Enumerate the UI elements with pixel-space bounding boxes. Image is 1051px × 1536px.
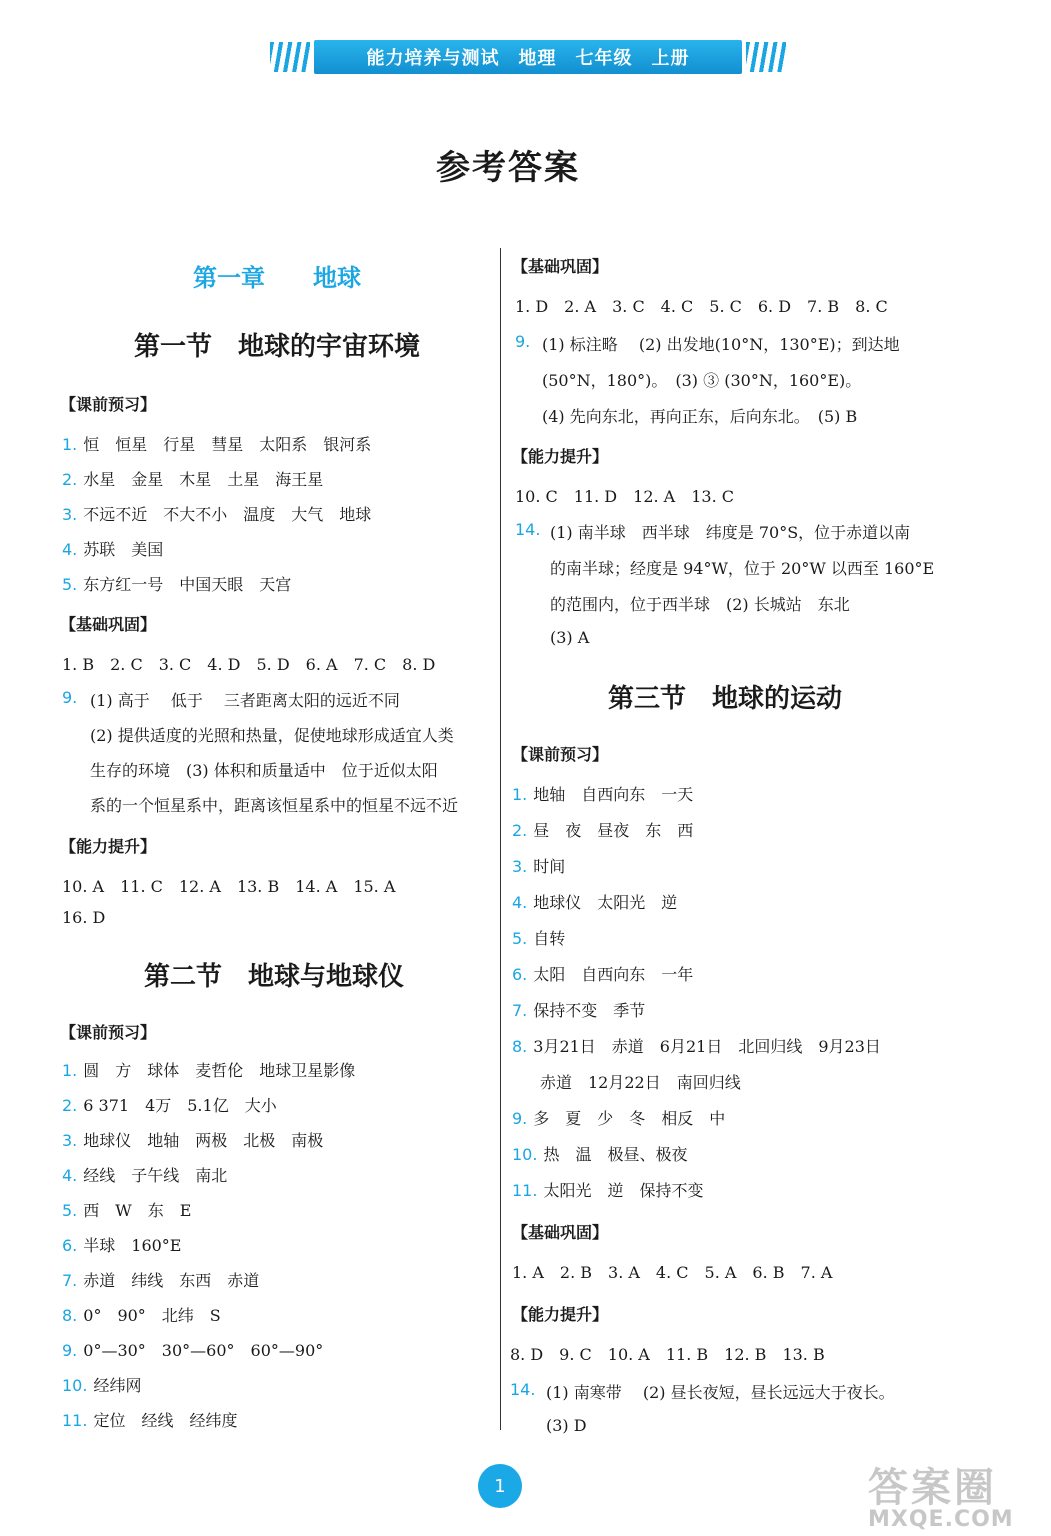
item-text: 地球仪 太阳光 逆 bbox=[533, 893, 678, 912]
item-text: 经线 子午线 南北 bbox=[83, 1166, 228, 1185]
tag-preview: 【课前预习】 bbox=[60, 395, 157, 414]
answer-row: 10. A 11. C 12. A 13. B 14. A 15. A bbox=[62, 877, 396, 896]
chapter-title: 第一章 地球 bbox=[193, 264, 361, 292]
list-item bbox=[62, 1093, 277, 1116]
list-item bbox=[512, 998, 645, 1021]
item-number: 3. bbox=[512, 857, 528, 876]
item-number: 11. bbox=[62, 1411, 88, 1430]
item-text: 热 温 极昼、极夜 bbox=[543, 1145, 688, 1164]
answer-line: 生存的环境 (3) 体积和质量适中 位于近似太阳 bbox=[90, 761, 438, 780]
column-divider bbox=[500, 248, 501, 1430]
list-item bbox=[62, 502, 371, 525]
item-text: 0° 90° 北纬 S bbox=[83, 1306, 221, 1325]
tag-basic: 【基础巩固】 bbox=[60, 615, 157, 634]
list-item bbox=[62, 467, 323, 490]
item-text: 苏联 美国 bbox=[83, 540, 164, 559]
list-item bbox=[62, 1233, 182, 1256]
list-item bbox=[62, 1338, 323, 1361]
list-item bbox=[62, 537, 163, 560]
list-item bbox=[512, 962, 693, 985]
answer-row: 10. C 11. D 12. A 13. C bbox=[515, 487, 734, 506]
answer-line: (3) D bbox=[546, 1416, 587, 1435]
answer-line: (1) 南寒带 (2) 昼长夜短，昼长远远大于夜长。 bbox=[546, 1383, 895, 1402]
item-number: 10. bbox=[62, 1376, 88, 1395]
banner-title: 能力培养与测试 地理 七年级 上册 bbox=[314, 40, 742, 74]
page-title: 参考答案 bbox=[436, 148, 580, 188]
answer-line: 的范围内，位于西半球 (2) 长城站 东北 bbox=[550, 595, 850, 614]
answer-line: (1) 高于 低于 三者距离太阳的远近不同 bbox=[90, 691, 400, 710]
tag-ability: 【能力提升】 bbox=[60, 837, 157, 856]
item-text: 3月21日 赤道 6月21日 北回归线 9月23日 bbox=[533, 1037, 881, 1056]
list-item bbox=[62, 1268, 259, 1291]
item-text: 半球 160°E bbox=[83, 1236, 182, 1255]
item-text: 多 夏 少 冬 相反 中 bbox=[533, 1109, 726, 1128]
list-item bbox=[512, 854, 565, 877]
item-text: 赤道 纬线 东西 赤道 bbox=[83, 1271, 260, 1290]
list-item bbox=[62, 1058, 355, 1081]
item-number: 6. bbox=[62, 1236, 78, 1255]
list-item bbox=[62, 1303, 221, 1326]
watermark-logo bbox=[868, 1456, 1038, 1532]
list-item bbox=[512, 1178, 703, 1201]
page-number: 1 bbox=[478, 1464, 522, 1508]
list-item bbox=[512, 782, 693, 805]
item-number: 2. bbox=[62, 470, 78, 489]
item-number: 5. bbox=[62, 1201, 78, 1220]
item-number: 8. bbox=[512, 1037, 528, 1056]
list-item bbox=[512, 1106, 725, 1129]
list-item bbox=[512, 926, 565, 949]
banner-stripes-left bbox=[270, 42, 310, 72]
item-number: 2. bbox=[62, 1096, 78, 1115]
item-number: 7. bbox=[62, 1271, 78, 1290]
item-number: 3. bbox=[62, 505, 78, 524]
list-item bbox=[512, 1142, 687, 1165]
item-number: 1. bbox=[62, 435, 78, 454]
item-text: 太阳光 逆 保持不变 bbox=[543, 1181, 704, 1200]
section-title-1: 第一节 地球的宇宙环境 bbox=[134, 332, 421, 362]
answer-row: 1. A 2. B 3. A 4. C 5. A 6. B 7. A bbox=[512, 1263, 833, 1282]
answer-line: (1) 标注略 (2) 出发地(10°N，130°E)；到达地 bbox=[542, 335, 900, 354]
answer-line: (2) 提供适度的光照和热量，促使地球形成适宜人类 bbox=[90, 726, 454, 745]
tag-basic: 【基础巩固】 bbox=[512, 1223, 609, 1242]
item-text: 赤道 12月22日 南回归线 bbox=[540, 1073, 741, 1092]
item-text: 经纬网 bbox=[93, 1376, 142, 1395]
item-text: 时间 bbox=[533, 857, 566, 876]
section-title-3: 第三节 地球的运动 bbox=[608, 684, 843, 714]
answer-line: (4) 先向东北，再向正东，后向东北。 (5) B bbox=[542, 407, 858, 426]
answer-line: 的南半球；经度是 94°W，位于 20°W 以西至 160°E bbox=[550, 559, 935, 578]
list-item bbox=[512, 1034, 881, 1057]
item-number: 3. bbox=[62, 1131, 78, 1150]
answer-row: 1. B 2. C 3. C 4. D 5. D 6. A 7. C 8. D bbox=[62, 655, 436, 674]
item-text: 西 W 东 E bbox=[83, 1201, 192, 1220]
item-number: 1. bbox=[512, 785, 528, 804]
item-number: 7. bbox=[512, 1001, 528, 1020]
tag-ability: 【能力提升】 bbox=[512, 447, 609, 466]
list-item bbox=[512, 818, 693, 841]
answer-row: 16. D bbox=[62, 908, 106, 927]
list-item bbox=[62, 1408, 237, 1431]
answer-line: (1) 南半球 西半球 纬度是 70°S，位于赤道以南 bbox=[550, 523, 911, 542]
tag-preview: 【课前预习】 bbox=[60, 1023, 157, 1042]
item-text: 保持不变 季节 bbox=[533, 1001, 646, 1020]
item-text: 地轴 自西向东 一天 bbox=[533, 785, 694, 804]
item-number: 2. bbox=[512, 821, 528, 840]
question-number: 9. bbox=[515, 332, 531, 351]
tag-ability: 【能力提升】 bbox=[512, 1305, 609, 1324]
item-text: 昼 夜 昼夜 东 西 bbox=[533, 821, 694, 840]
header-banner bbox=[270, 38, 786, 76]
item-text: 6 371 4万 5.1亿 大小 bbox=[83, 1096, 277, 1115]
watermark-url: MXQE.COM bbox=[868, 1507, 1014, 1532]
item-number: 1. bbox=[62, 1061, 78, 1080]
tag-basic: 【基础巩固】 bbox=[512, 257, 609, 276]
list-item bbox=[62, 1128, 323, 1151]
answer-line: 系的一个恒星系中，距离该恒星系中的恒星不远不近 bbox=[90, 796, 459, 815]
question-number: 14. bbox=[510, 1380, 536, 1399]
list-item bbox=[62, 432, 371, 455]
item-number: 5. bbox=[512, 929, 528, 948]
list-item bbox=[62, 1198, 191, 1221]
answer-row: 8. D 9. C 10. A 11. B 12. B 13. B bbox=[510, 1345, 825, 1364]
item-text: 定位 经线 经纬度 bbox=[93, 1411, 238, 1430]
item-text: 地球仪 地轴 两极 北极 南极 bbox=[83, 1131, 324, 1150]
section-title-2: 第二节 地球与地球仪 bbox=[144, 962, 405, 992]
item-text: 0°—30° 30°—60° 60°—90° bbox=[83, 1341, 324, 1360]
item-text: 不远不近 不大不小 温度 大气 地球 bbox=[83, 505, 372, 524]
item-number: 4. bbox=[62, 540, 78, 559]
list-item bbox=[512, 1070, 741, 1093]
answer-row: 1. D 2. A 3. C 4. C 5. C 6. D 7. B 8. C bbox=[515, 297, 888, 316]
item-number: 4. bbox=[512, 893, 528, 912]
question-number: 14. bbox=[515, 520, 541, 539]
item-number: 5. bbox=[62, 575, 78, 594]
list-item bbox=[62, 1373, 141, 1396]
item-number: 6. bbox=[512, 965, 528, 984]
item-number: 11. bbox=[512, 1181, 538, 1200]
watermark-text: 答案圈 bbox=[868, 1465, 997, 1511]
tag-preview: 【课前预习】 bbox=[512, 745, 609, 764]
item-text: 自转 bbox=[533, 929, 566, 948]
item-number: 9. bbox=[512, 1109, 528, 1128]
list-item bbox=[512, 890, 677, 913]
item-text: 水星 金星 木星 土星 海王星 bbox=[83, 470, 324, 489]
item-number: 10. bbox=[512, 1145, 538, 1164]
item-text: 圆 方 球体 麦哲伦 地球卫星影像 bbox=[83, 1061, 356, 1080]
answer-line: (50°N，180°)。 (3) ③ (30°N，160°E)。 bbox=[542, 371, 862, 390]
item-number: 4. bbox=[62, 1166, 78, 1185]
list-item bbox=[62, 572, 291, 595]
item-text: 太阳 自西向东 一年 bbox=[533, 965, 694, 984]
answer-line: (3) A bbox=[550, 628, 590, 647]
banner-stripes-right bbox=[746, 42, 786, 72]
item-text: 恒 恒星 行星 彗星 太阳系 银河系 bbox=[83, 435, 372, 454]
item-text: 东方红一号 中国天眼 天宫 bbox=[83, 575, 292, 594]
item-number: 8. bbox=[62, 1306, 78, 1325]
item-number: 9. bbox=[62, 1341, 78, 1360]
question-number: 9. bbox=[62, 688, 78, 707]
list-item bbox=[62, 1163, 227, 1186]
